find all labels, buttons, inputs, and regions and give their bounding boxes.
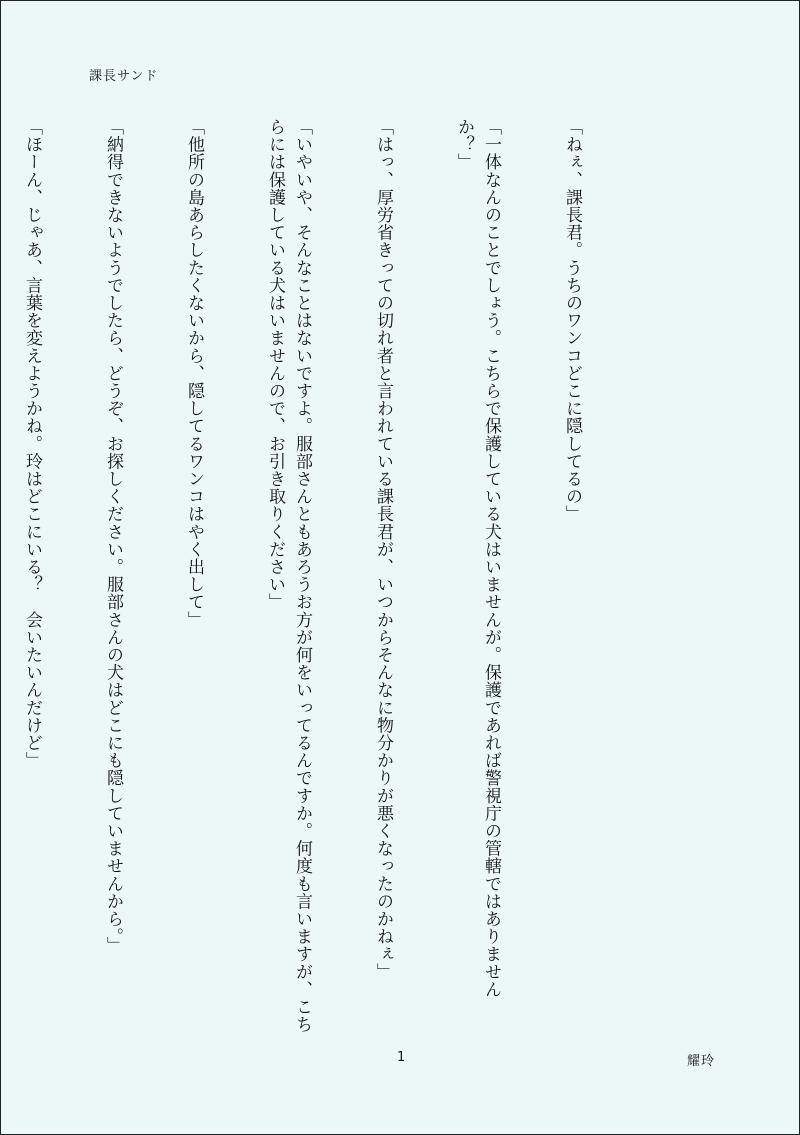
text-line: 「ほーん、じゃあ、言葉を変えようかね。玲はどこにいる？ 会いたいんだけど」 [22, 118, 42, 770]
vertical-body-text [0, 118, 639, 1038]
text-line: 「一体なんのことでしょう。こちらで保護している犬はいませんが。保護であれば警視庁の管轄ではありませんか？」 [454, 118, 501, 998]
text-line: 「はっ、厚労省きっての切れ者と言われている課長君が、いつからそんなに物分かりが悪くなったのかねぇ」 [373, 118, 393, 981]
document-title: 課長サンド [89, 69, 159, 84]
text-line: 「いやいや、そんなことはないですよ。服部さんともあろうお方が何をいってるんですか。何度も言いますが、こちらには保護している犬はいませんので、お引き取りください」 [265, 118, 312, 1034]
page-number: 1 [397, 1050, 406, 1065]
text-line: 「他所の島あらしたくないから、隠してるワンコはやく出して」 [184, 118, 204, 629]
author-name: 耀玲 [687, 1054, 716, 1069]
text-line: 「ねぇ、課長君。うちのワンコどこに隠してるの」 [562, 118, 582, 523]
text-line: 「納得できないようでしたら、どうぞ、お探しください。服部さんの犬はどこにも隠していませんから。」 [103, 118, 123, 955]
